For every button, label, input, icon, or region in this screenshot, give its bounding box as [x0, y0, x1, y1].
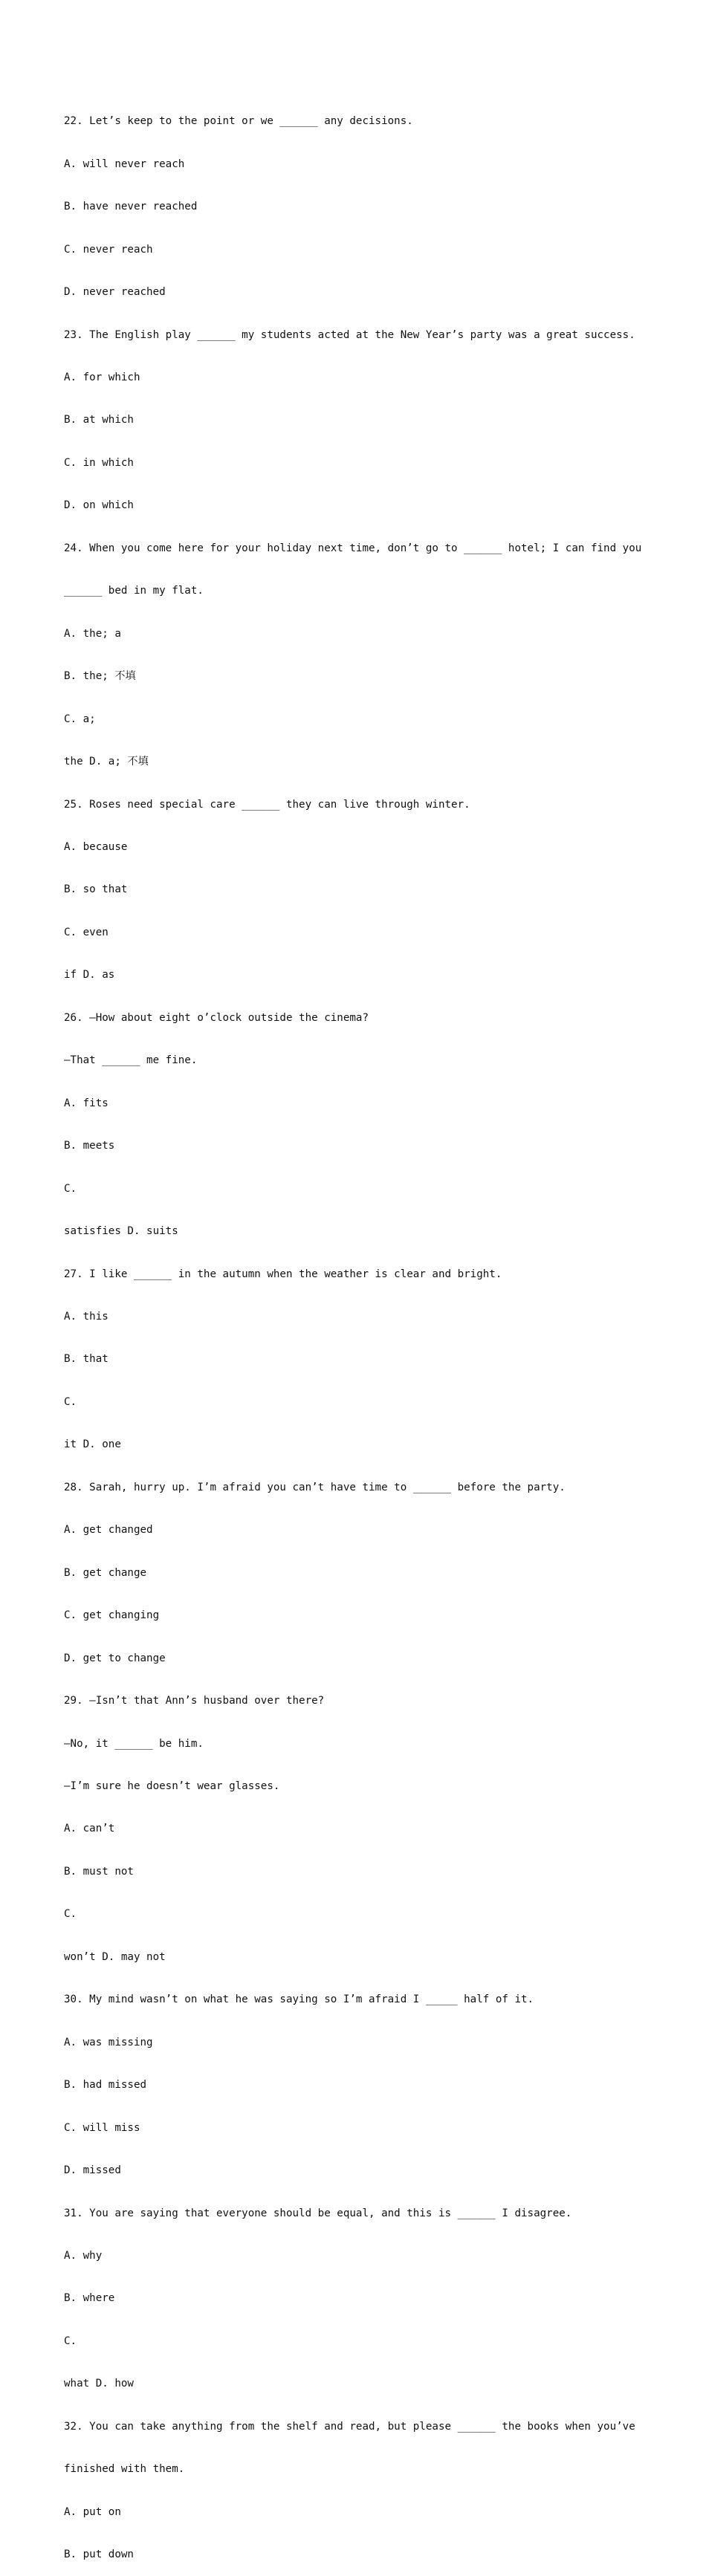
question-23-option-d: D. on which: [64, 499, 134, 512]
question-26-option-a: A. fits: [64, 1097, 109, 1109]
question-25-option-c: C. even: [64, 926, 109, 938]
question-30-stem: 30. My mind wasn’t on what he was saying so I’m afraid I _____ half of it.: [64, 1993, 534, 2006]
question-32-option-b: B. put down: [64, 2549, 134, 2561]
question-22-option-d: D. never reached: [64, 286, 166, 299]
question-22-stem: 22. Let’s keep to the point or we ______ any decisions.: [64, 115, 413, 128]
question-22-option-a: A. will never reach: [64, 158, 185, 170]
question-29-option-a: A. can’t: [64, 1823, 115, 1835]
question-29-option-d: won’t D. may not: [64, 1950, 166, 1963]
question-27-stem: 27. I like ______ in the autumn when the weather is clear and bright.: [64, 1268, 502, 1280]
question-31-option-c: C.: [64, 2335, 77, 2347]
question-25-stem: 25. Roses need special care ______ they can live through winter.: [64, 798, 470, 811]
question-30-option-b: B. had missed: [64, 2079, 147, 2092]
question-29-stem-reply-2: —I’m sure he doesn’t wear glasses.: [64, 1779, 280, 1792]
question-31-stem: 31. You are saying that everyone should be equal, and this is ______ I disagree.: [64, 2207, 572, 2219]
question-23-stem: 23. The English play ______ my students acted at the New Year’s party was a great success.: [64, 328, 635, 341]
question-30-option-a: A. was missing: [64, 2036, 153, 2048]
question-31-option-a: A. why: [64, 2249, 103, 2262]
question-26-stem-reply: —That ______ me fine.: [64, 1054, 198, 1067]
question-25-option-d: if D. as: [64, 969, 115, 982]
question-24-stem-continued: ______ bed in my flat.: [64, 585, 204, 597]
question-23-option-b: B. at which: [64, 414, 134, 426]
question-28-stem: 28. Sarah, hurry up. I’m afraid you can’t have time to ______ before the party.: [64, 1481, 566, 1493]
question-28-option-a: A. get changed: [64, 1524, 153, 1537]
question-32-option-a: A. put on: [64, 2505, 121, 2518]
question-26-option-c: C.: [64, 1182, 77, 1195]
question-25-option-b: B. so that: [64, 883, 128, 896]
question-25-option-a: A. because: [64, 841, 128, 854]
question-24-option-c: C. a;: [64, 713, 96, 725]
question-27-option-b: B. that: [64, 1353, 109, 1366]
question-29-option-c: C.: [64, 1908, 77, 1921]
question-22-option-b: B. have never reached: [64, 201, 198, 213]
question-27-option-a: A. this: [64, 1311, 109, 1323]
question-31-option-b: B. where: [64, 2292, 115, 2305]
question-23-option-a: A. for which: [64, 372, 140, 384]
question-24-stem: 24. When you come here for your holiday next time, don’t go to ______ hotel; I can find you: [64, 542, 642, 554]
question-23-option-c: C. in which: [64, 456, 134, 469]
question-28-option-d: D. get to change: [64, 1652, 166, 1664]
question-22-option-c: C. never reach: [64, 243, 153, 256]
question-29-stem-reply: —No, it ______ be him.: [64, 1737, 204, 1750]
question-27-option-d: it D. one: [64, 1438, 121, 1451]
question-29-option-b: B. must not: [64, 1865, 134, 1878]
question-30-option-c: C. will miss: [64, 2121, 140, 2134]
question-26-option-d: satisfies D. suits: [64, 1225, 178, 1238]
question-28-option-c: C. get changing: [64, 1609, 160, 1622]
question-28-option-b: B. get change: [64, 1566, 147, 1579]
question-29-stem: 29. —Isn’t that Ann’s husband over there?: [64, 1695, 325, 1707]
question-24-option-b: B. the; 不填: [64, 670, 136, 683]
question-30-option-d: D. missed: [64, 2164, 121, 2177]
exam-document: [64, 86, 651, 2576]
question-32-stem-continued: finished with them.: [64, 2463, 185, 2476]
question-26-option-b: B. meets: [64, 1140, 115, 1152]
question-31-option-d: what D. how: [64, 2378, 134, 2390]
question-26-stem: 26. —How about eight o’clock outside the cinema?: [64, 1011, 369, 1024]
question-32-stem: 32. You can take anything from the shelf and read, but please ______ the books when you’ve: [64, 2420, 635, 2433]
question-24-option-a: A. the; a: [64, 627, 121, 640]
question-24-option-d: the D. a; 不填: [64, 756, 149, 768]
question-27-option-c: C.: [64, 1395, 77, 1408]
